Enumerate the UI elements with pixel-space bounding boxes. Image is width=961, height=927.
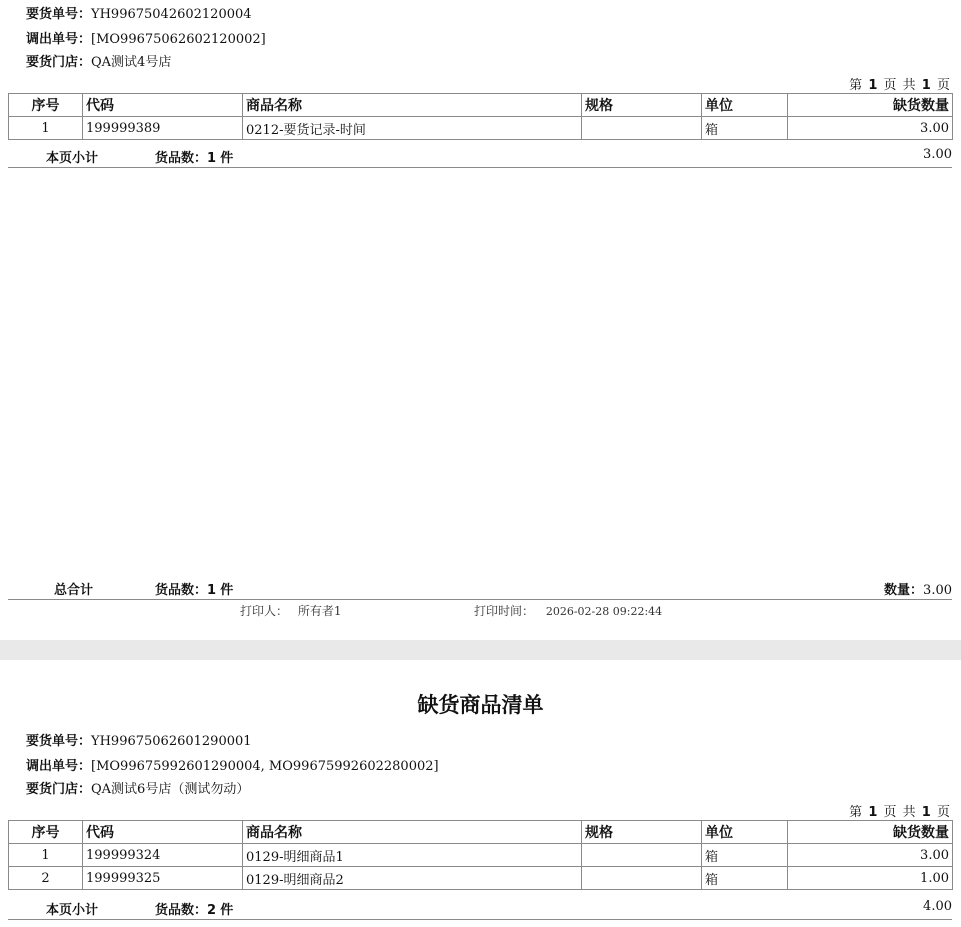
col-header-name: 商品名称 — [243, 821, 582, 844]
store-line — [26, 778, 249, 797]
total-count-unit: 件 — [220, 583, 234, 598]
transfer-number-line — [26, 28, 266, 47]
total-label: 总合计 — [54, 583, 94, 598]
total-count-label: 货品数： — [155, 583, 208, 598]
page-indicator — [849, 801, 951, 820]
page-separator — [0, 640, 961, 660]
transfer-number-line — [26, 755, 439, 774]
pager-middle: 页 共 — [883, 78, 917, 93]
table-row — [9, 117, 953, 140]
transfer-number-value: [MO99675062602120002] — [91, 32, 266, 47]
col-header-code: 代码 — [83, 821, 243, 844]
col-header-unit: 单位 — [702, 821, 788, 844]
pager-current: 1 — [868, 78, 879, 93]
cell-unit: 箱 — [702, 867, 788, 890]
table-row — [9, 844, 953, 867]
subtotal-label: 本页小计 — [46, 151, 99, 166]
cell-seq: 2 — [9, 867, 83, 890]
cell-spec — [582, 867, 702, 890]
col-header-unit: 单位 — [702, 94, 788, 117]
table-header-row — [9, 821, 953, 844]
order-number-value: YH99675062601290001 — [91, 734, 252, 749]
pager-suffix: 页 — [936, 78, 951, 93]
col-header-code: 代码 — [83, 94, 243, 117]
store-label: 要货门店： — [26, 782, 92, 797]
order-number-label: 要货单号： — [26, 734, 92, 749]
grand-total — [8, 575, 952, 600]
printer-label: 打印人： — [240, 604, 289, 618]
col-header-seq: 序号 — [9, 94, 83, 117]
order-number-label: 要货单号： — [26, 7, 92, 22]
cell-name: 0129-明细商品2 — [243, 867, 582, 890]
items-table — [8, 93, 953, 140]
page-subtotal — [8, 895, 952, 920]
pager-current: 1 — [868, 805, 879, 820]
order-number-line — [26, 730, 252, 749]
store-line — [26, 51, 171, 70]
cell-name: 0129-明细商品1 — [243, 844, 582, 867]
col-header-seq: 序号 — [9, 821, 83, 844]
store-value: QA测试4号店 — [91, 55, 172, 70]
cell-seq: 1 — [9, 117, 83, 140]
pager-suffix: 页 — [936, 805, 951, 820]
pager-total: 1 — [921, 78, 932, 93]
cell-qty: 3.00 — [788, 844, 953, 867]
cell-qty: 1.00 — [788, 867, 953, 890]
subtotal-qty: 3.00 — [923, 147, 952, 162]
order-number-line — [26, 3, 252, 22]
store-label: 要货门店： — [26, 55, 92, 70]
pager-total: 1 — [921, 805, 932, 820]
subtotal-count-unit: 件 — [220, 903, 234, 918]
page-subtotal — [8, 143, 952, 168]
cell-code: 199999324 — [83, 844, 243, 867]
col-header-qty: 缺货数量 — [788, 94, 953, 117]
print-time-value: 2026-02-28 09:22:44 — [545, 605, 663, 618]
subtotal-count: 1 — [207, 151, 217, 166]
print-page-2 — [0, 660, 961, 927]
cell-code: 199999389 — [83, 117, 243, 140]
col-header-name: 商品名称 — [243, 94, 582, 117]
transfer-number-label: 调出单号： — [26, 32, 92, 47]
pager-middle: 页 共 — [883, 805, 917, 820]
transfer-number-value: [MO99675992601290004, MO99675992602280002] — [91, 759, 439, 774]
items-table — [8, 820, 953, 890]
table-row — [9, 867, 953, 890]
subtotal-count-label: 货品数： — [155, 903, 208, 918]
col-header-spec: 规格 — [582, 821, 702, 844]
cell-spec — [582, 844, 702, 867]
pager-prefix: 第 — [849, 78, 864, 93]
table-header-row — [9, 94, 953, 117]
subtotal-count-unit: 件 — [220, 151, 234, 166]
page-title: 缺货商品清单 — [417, 693, 544, 717]
subtotal-label: 本页小计 — [46, 903, 99, 918]
cell-spec — [582, 117, 702, 140]
cell-code: 199999325 — [83, 867, 243, 890]
print-time-line — [474, 602, 662, 619]
pager-prefix: 第 — [849, 805, 864, 820]
print-time-label: 打印时间： — [474, 604, 535, 618]
cell-qty: 3.00 — [788, 117, 953, 140]
page-indicator — [849, 74, 951, 93]
cell-name: 0212-要货记录-时间 — [243, 117, 582, 140]
printer-value: 所有者1 — [297, 604, 342, 618]
store-value: QA测试6号店（测试勿动） — [91, 782, 250, 797]
subtotal-qty: 4.00 — [923, 899, 952, 914]
cell-seq: 1 — [9, 844, 83, 867]
cell-unit: 箱 — [702, 117, 788, 140]
col-header-qty: 缺货数量 — [788, 821, 953, 844]
subtotal-count-label: 货品数： — [155, 151, 208, 166]
cell-unit: 箱 — [702, 844, 788, 867]
total-count: 1 — [207, 583, 217, 598]
transfer-number-label: 调出单号： — [26, 759, 92, 774]
total-qty-label: 数量： — [884, 583, 924, 598]
order-number-value: YH99675042602120004 — [91, 7, 252, 22]
subtotal-count: 2 — [207, 903, 217, 918]
total-qty: 3.00 — [923, 583, 952, 598]
col-header-spec: 规格 — [582, 94, 702, 117]
printer-line — [240, 602, 341, 619]
